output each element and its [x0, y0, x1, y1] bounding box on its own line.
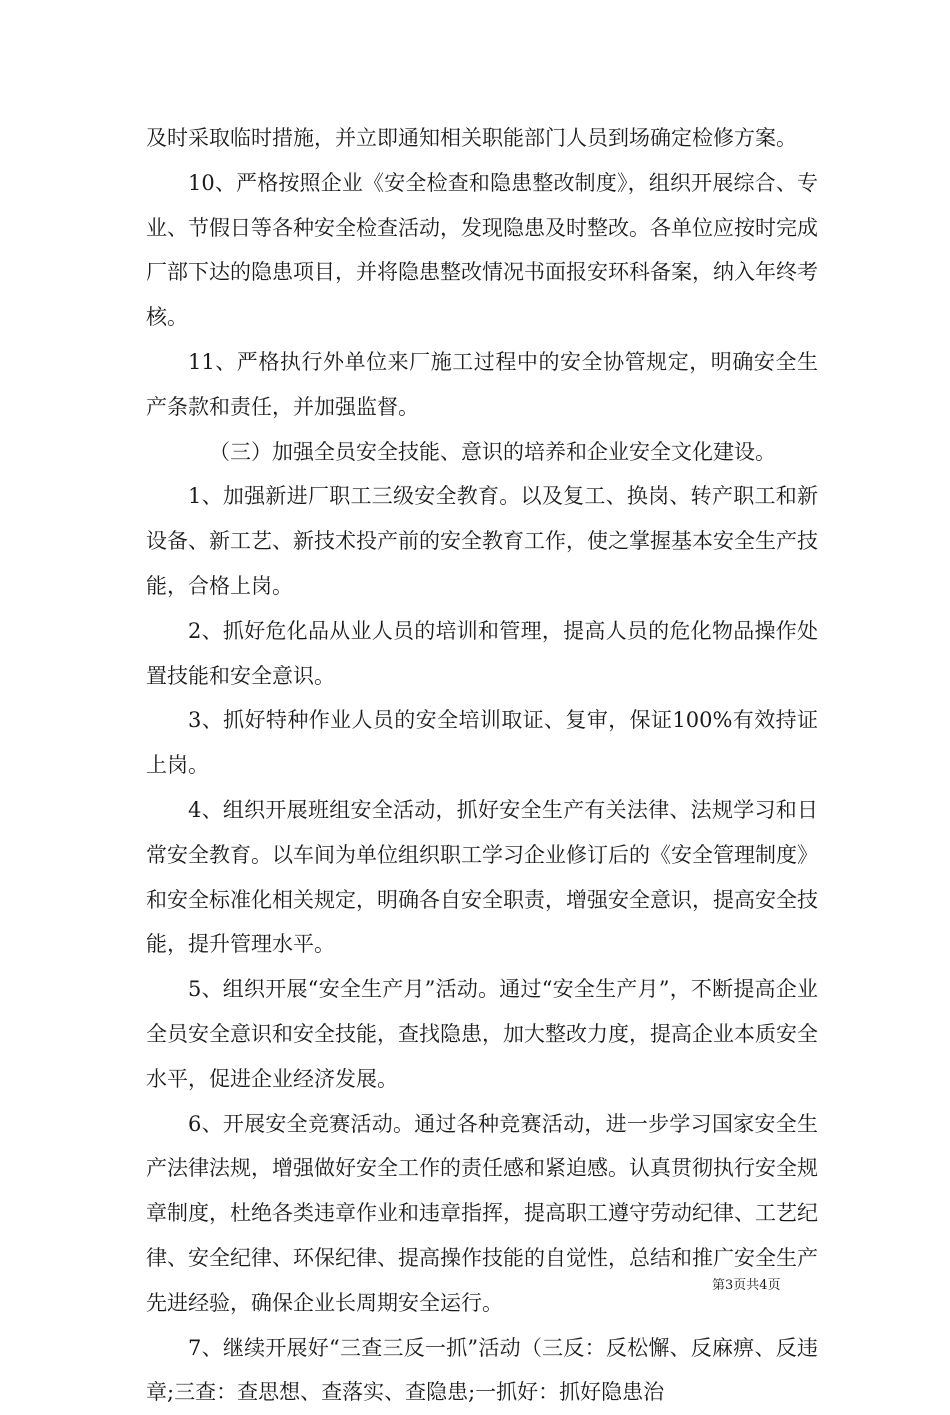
paragraph-item-10: 10、严格按照企业《安全检查和隐患整改制度》，组织开展综合、专业、节假日等各种安全检查活动，发现隐患及时整改。各单位应按时完成厂部下达的隐患项目，并将隐患整改情况书面报安环科备案，纳入年终考核。: [146, 170, 818, 330]
paragraph-item-5: 5、组织开展“安全生产月”活动。通过“安全生产月”，不断提高企业全员安全意识和安全技能，查找隐患，加大整改力度，提高企业本质安全水平，促进企业经济发展。: [146, 977, 818, 1091]
document-body: [146, 116, 818, 1415]
paragraph-continuation: 及时采取临时措施，并立即通知相关职能部门人员到场确定检修方案。: [146, 126, 797, 150]
paragraph-item-7: 7、继续开展好“三查三反一抓”活动（三反：反松懈、反麻痹、反违章;三查：查思想、查落实、查隐患;一抓好：抓好隐患治: [146, 1335, 818, 1405]
paragraph-item-4: 4、组织开展班组安全活动，抓好安全生产有关法律、法规学习和日常安全教育。以车间为单位组织职工学习企业修订后的《安全管理制度》和安全标准化相关规定，明确各自安全职责，增强安全意识，提高安全技能，提升管理水平。: [146, 797, 818, 957]
paragraph-item-1: 1、加强新进厂职工三级安全教育。以及复工、换岗、转产职工和新设备、新工艺、新技术投产前的安全教育工作，使之掌握基本安全生产技能，合格上岗。: [146, 484, 818, 598]
paragraph-item-2: 2、抓好危化品从业人员的培训和管理，提高人员的危化物品操作处置技能和安全意识。: [146, 618, 818, 688]
paragraph-item-6: 6、开展安全竞赛活动。通过各种竞赛活动，进一步学习国家安全生产法律法规，增强做好安全工作的责任感和紧迫感。认真贯彻执行安全规章制度，杜绝各类违章作业和违章指挥，提高职工遵守劳动纪律、工艺纪律、安全纪律、环保纪律、提高操作技能的自觉性，总结和推广安全生产先进经验，确保企业长周期安全运行。: [146, 1111, 818, 1315]
section-heading-3: （三）加强全员安全技能、意识的培养和企业安全文化建设。: [209, 439, 776, 464]
paragraph-item-11: 11、严格执行外单位来厂施工过程中的安全协管规定，明确安全生产条款和责任，并加强监督。: [146, 349, 818, 419]
page-number-footer: 第3页共4页: [712, 1278, 781, 1293]
paragraph-item-3: 3、抓好特种作业人员的安全培训取证、复审，保证100%有效持证上岗。: [146, 708, 818, 778]
